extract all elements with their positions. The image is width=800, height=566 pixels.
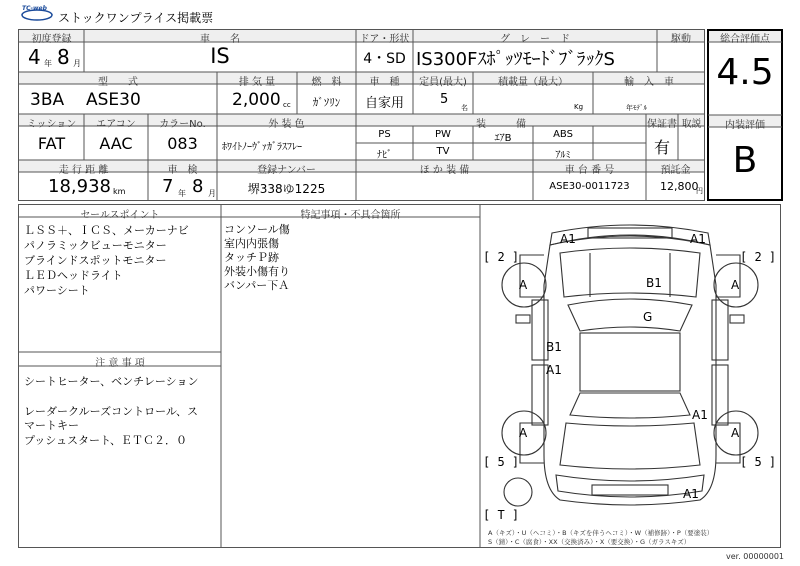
reg-month: 8 (57, 45, 70, 69)
label-load: 積載量（最大） (498, 77, 568, 88)
warranty: 有 (653, 138, 670, 157)
insp-year-unit: 年 (178, 189, 186, 198)
interior-score: B (732, 140, 758, 181)
tire-mark: A (519, 426, 528, 440)
special-note: 外装小傷有り (224, 265, 290, 278)
tread-rear-left: [ 5 ] (483, 455, 520, 469)
mission: FAT (37, 134, 66, 153)
label-mission: ミッション (26, 119, 77, 130)
label-drive: 駆動 (671, 34, 691, 45)
door-shape: 4・SD (363, 51, 406, 67)
import-year-label: 年ﾓﾃﾞﾙ (626, 104, 647, 112)
legend-line-2: S（錆）・C（腐食）・XX（交換済み）・X（要交換）・G（ガラスキズ） (488, 538, 691, 546)
damage-mark: A1 (546, 363, 562, 377)
mileage-unit: km (113, 187, 126, 196)
capacity: 5 (440, 92, 449, 107)
damage-mark: A1 (560, 232, 576, 246)
label-special-notes: 特記事項・不具合箇所 (300, 210, 401, 221)
tire-mark: A (731, 426, 740, 440)
model-code: ASE30 (86, 90, 141, 110)
insp-year: 7 (162, 176, 174, 197)
tread-front-right: [ 2 ] (740, 250, 777, 264)
label-plate: 登録ナンバー (257, 165, 316, 176)
tread-spare: [ T ] (483, 508, 520, 522)
label-equipment: 装 備 (476, 119, 526, 130)
label-car-type: 車 種 (369, 77, 400, 88)
damage-mark: G (643, 310, 653, 324)
label-door-shape: ドア・形状 (359, 34, 410, 45)
sales-point: ＬＳＳ＋、ＩＣＳ、メーカーナビ (24, 224, 189, 237)
plate: 堺338ゆ1225 (247, 182, 326, 196)
special-note: バンパー下Ａ (224, 279, 290, 292)
tread-rear-right: [ 5 ] (740, 455, 777, 469)
reg-month-unit: 月 (73, 59, 81, 68)
displacement-unit: cc (283, 101, 291, 109)
page-title: ストックワンプライス掲載票 (58, 11, 214, 25)
label-other-equipment: ほ か 装 備 (419, 165, 470, 176)
equipment-tv: TV (436, 146, 450, 157)
fuel: ｶﾞｿﾘﾝ (312, 96, 341, 109)
sales-point: パワーシート (24, 284, 90, 297)
label-aircon: エアコン (96, 119, 136, 130)
special-note: タッチＰ跡 (224, 251, 279, 264)
special-note: コンソール傷 (224, 223, 290, 236)
label-displacement: 排 気 量 (238, 77, 276, 88)
equipment-pw: PW (435, 129, 451, 140)
special-note: 室内内張傷 (224, 237, 279, 250)
label-chassis-no: 車 台 番 号 (564, 165, 615, 176)
label-car-name: 車 名 (200, 34, 240, 45)
grade: IS300FｽﾎﾟｯﾂﾓｰﾄﾞﾌﾞﾗｯｸS (416, 49, 615, 70)
car-type: 自家用 (364, 96, 404, 111)
reg-year-unit: 年 (44, 59, 52, 68)
note: シートヒーター、ベンチレーション (24, 375, 199, 388)
tread-front-left: [ 2 ] (483, 250, 520, 264)
label-color-no: カラーNo. (159, 119, 206, 130)
model-prefix: 3BA (30, 90, 65, 110)
label-inspection: 車 検 (167, 165, 198, 176)
exterior-color: ﾎﾜｲﾄﾉｰｳﾞｧｶﾞﾗｽﾌﾚｰ (222, 142, 302, 153)
damage-mark: B1 (546, 340, 562, 354)
chassis-no: ASE30-0011723 (549, 181, 630, 192)
label-notes: 注 意 事 項 (95, 358, 145, 369)
reg-year: 4 (28, 45, 41, 69)
equipment-alloy: ｱﾙﾐ (555, 150, 571, 161)
version-label: ver. 00000001 (726, 552, 785, 561)
label-deposit: 預託金 (660, 165, 691, 176)
insp-month-unit: 月 (208, 189, 216, 198)
damage-mark: B1 (646, 276, 662, 290)
label-exterior-color: 外 装 色 (268, 119, 305, 130)
capacity-unit: 名 (461, 104, 468, 112)
label-warranty: 保証書 (647, 119, 677, 130)
car-name: IS (210, 44, 230, 68)
sales-point: パノラミックビューモニター (24, 239, 167, 252)
label-model: 型 式 (98, 77, 138, 88)
label-fuel: 燃 料 (311, 77, 342, 88)
damage-mark: A1 (692, 408, 708, 422)
tire-mark: A (519, 278, 528, 292)
tire-mark: A (731, 278, 740, 292)
deposit: 12,800 (660, 180, 699, 193)
equipment-navi: ﾅﾋﾞ (377, 150, 392, 161)
insp-month: 8 (192, 176, 204, 197)
logo-text: TC-web (22, 5, 47, 12)
sales-point: ＬＥＤヘッドライト (24, 269, 123, 282)
label-interior-score: 内装評価 (725, 120, 765, 131)
damage-mark: A1 (683, 487, 699, 501)
equipment-ps: PS (378, 129, 391, 140)
displacement: 2,000 (232, 90, 281, 110)
label-capacity: 定員(最大) (419, 77, 467, 88)
sales-point: ブラインドスポットモニター (24, 254, 167, 267)
load-unit: Kg (574, 103, 584, 111)
mileage: 18,938 (48, 176, 111, 197)
note: マートキー (24, 419, 79, 432)
legend-line-1: A（キズ）・U（ヘコミ）・B（キズを伴うヘコミ）・W（補修跡）・P（要塗装） (488, 529, 714, 537)
note: レーダークルーズコントロール、ス (24, 405, 199, 418)
label-import: 輸 入 車 (624, 77, 674, 88)
car-damage-diagram (480, 205, 780, 525)
label-manual: 取説 (681, 119, 702, 130)
color-no: 083 (167, 134, 198, 153)
label-overall-score: 総合評価点 (720, 34, 770, 45)
equipment-abs: ABS (553, 129, 573, 140)
label-mileage: 走 行 距 離 (58, 165, 109, 176)
label-grade: グ レ ー ド (500, 34, 570, 45)
damage-mark: A1 (690, 232, 706, 246)
label-sales-points: セールスポイント (80, 210, 160, 221)
note: プッシュスタート、ＥＴＣ２．０ (24, 434, 188, 447)
label-first-reg: 初度登録 (31, 34, 72, 45)
aircon: AAC (99, 134, 133, 153)
overall-score: 4.5 (716, 52, 774, 93)
equipment-airbag: ｴｱB (494, 133, 512, 144)
deposit-unit: 円 (696, 187, 703, 195)
